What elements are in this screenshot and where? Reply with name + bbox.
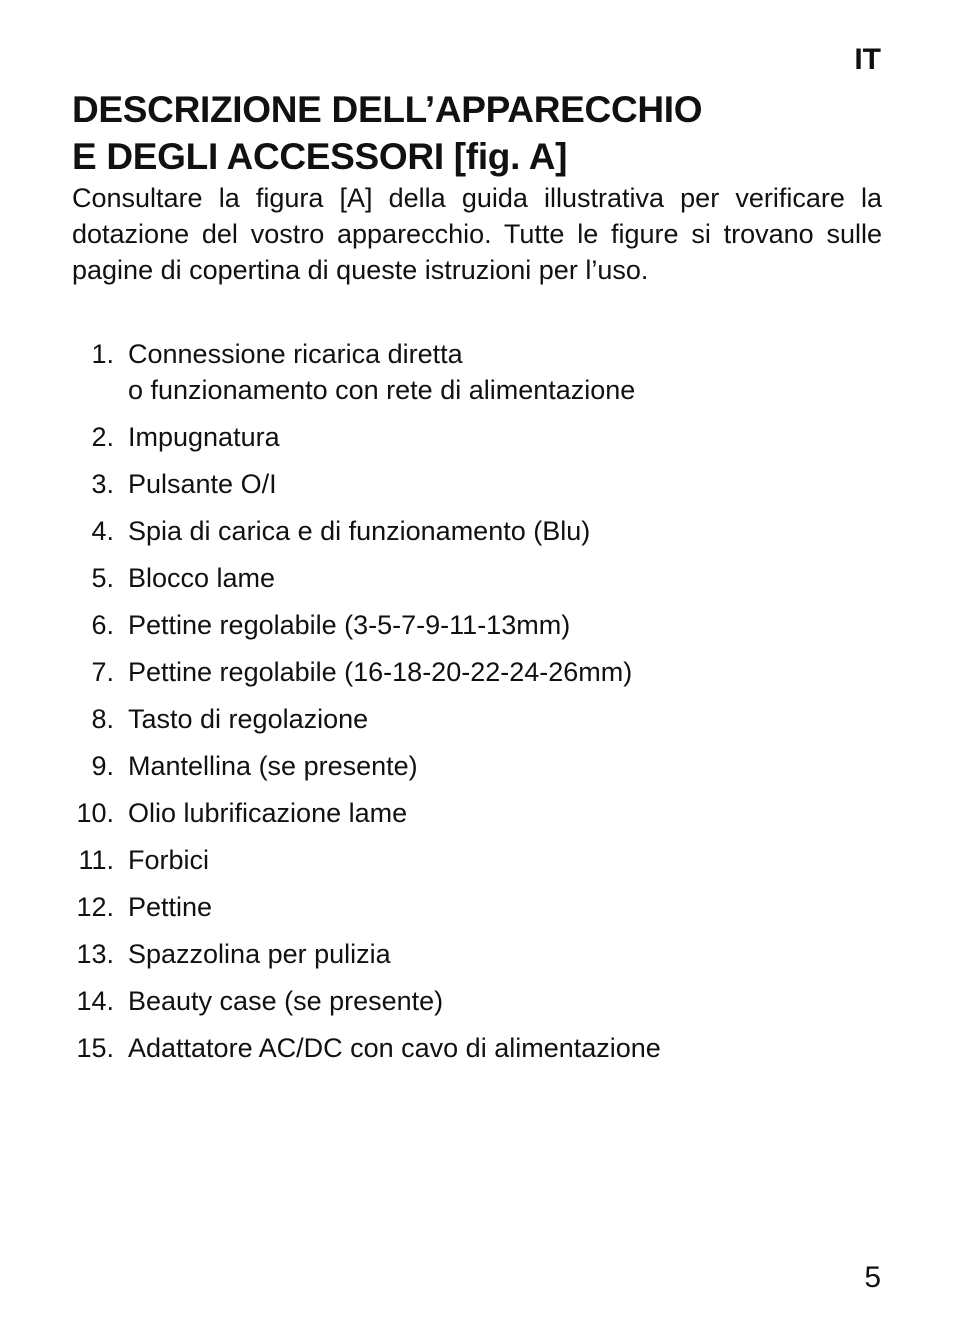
list-item-text: Spazzolina per pulizia bbox=[128, 939, 391, 969]
list-item-text: Pulsante O/I bbox=[128, 469, 277, 499]
list-item-number: 15. bbox=[76, 1033, 114, 1063]
list-item bbox=[72, 560, 892, 596]
list-item bbox=[72, 795, 892, 831]
list-item bbox=[72, 419, 892, 455]
list-item bbox=[72, 701, 892, 737]
list-item-number: 11. bbox=[78, 845, 114, 875]
intro-paragraph: Consultare la figura [A] della guida illustrativa per verificare la dotazione del vostro apparecchio. Tutte le figure si trovano sulle pagine di copertina di queste istruzioni per l’uso. bbox=[72, 183, 882, 285]
list-item-number: 14. bbox=[76, 986, 114, 1016]
list-item bbox=[72, 842, 892, 878]
list-item-number: 3. bbox=[91, 469, 114, 499]
list-item bbox=[72, 466, 892, 502]
page-title-line-1: DESCRIZIONE DELL’APPARECCHIO bbox=[72, 89, 703, 130]
list-item-text: Beauty case (se presente) bbox=[128, 986, 444, 1016]
list-item bbox=[72, 513, 892, 549]
page-title-line-2: E DEGLI ACCESSORI [fig. A] bbox=[72, 136, 568, 177]
list-item bbox=[72, 889, 892, 925]
list-item-number: 5. bbox=[91, 563, 114, 593]
list-item-text: Mantellina (se presente) bbox=[128, 751, 418, 781]
list-item bbox=[72, 936, 892, 972]
list-item-number: 12. bbox=[76, 892, 114, 922]
list-item-number: 10. bbox=[76, 798, 114, 828]
list-item bbox=[72, 607, 892, 643]
list-item-number: 4. bbox=[91, 516, 114, 546]
list-item-text: Spia di carica e di funzionamento (Blu) bbox=[128, 516, 591, 546]
language-tag: IT bbox=[854, 43, 881, 76]
list-item-number: 8. bbox=[91, 704, 114, 734]
list-item-text: Pettine regolabile (16-18-20-22-24-26mm) bbox=[128, 657, 633, 687]
list-item-text: Blocco lame bbox=[128, 563, 276, 593]
list-item bbox=[72, 336, 892, 408]
list-item-text: Connessione ricarica diretta o funzionamento con rete di alimentazione bbox=[128, 339, 636, 405]
page-title bbox=[72, 86, 892, 180]
list-item-number: 13. bbox=[76, 939, 114, 969]
list-item-text: Pettine regolabile (3-5-7-9-11-13mm) bbox=[128, 610, 571, 640]
list-item bbox=[72, 983, 892, 1019]
list-item-number: 9. bbox=[91, 751, 114, 781]
list-item-text: Pettine bbox=[128, 892, 213, 922]
list-item-text: Olio lubrificazione lame bbox=[128, 798, 408, 828]
list-item-number: 1. bbox=[91, 339, 114, 369]
list-item-number: 7. bbox=[91, 657, 114, 687]
list-item bbox=[72, 654, 892, 690]
list-item-text: Impugnatura bbox=[128, 422, 280, 452]
list-item bbox=[72, 1030, 892, 1066]
parts-list bbox=[72, 336, 892, 1077]
list-item-number: 2. bbox=[91, 422, 114, 452]
list-item-text: Adattatore AC/DC con cavo di alimentazione bbox=[128, 1033, 661, 1063]
list-item bbox=[72, 748, 892, 784]
list-item-text: Tasto di regolazione bbox=[128, 704, 369, 734]
list-item-number: 6. bbox=[91, 610, 114, 640]
list-item-text: Forbici bbox=[128, 845, 210, 875]
page-number: 5 bbox=[864, 1261, 881, 1294]
